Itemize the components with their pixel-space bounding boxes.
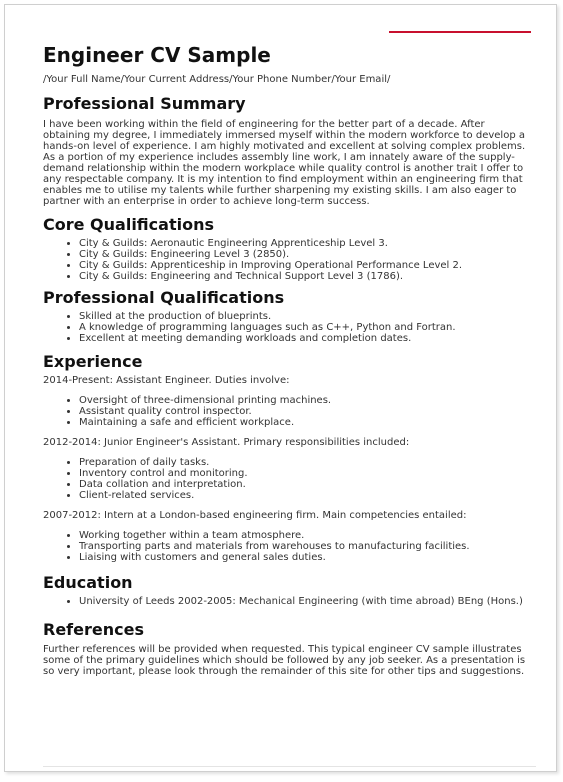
list-item: • University of Leeds 2002-2005: Mechanical Engineering (with time abroad) BEng (Hons.)	[79, 596, 533, 607]
list-item: • Assistant quality control inspector.	[79, 406, 533, 417]
list-item: • Client-related services.	[79, 490, 533, 501]
list-item: • City & Guilds: Engineering and Technical Support Level 3 (1786).	[79, 271, 533, 282]
references-text: Further references will be provided when requested. This typical engineer CV sample illustrates some of the primary guidelines which should be followed by any job seeker. As a presentation is so very important, please look through the remainder of this site for other tips and suggestions.	[43, 644, 526, 677]
references-section	[43, 620, 533, 677]
job-duties-list	[43, 530, 533, 563]
experience-heading: Experience	[43, 352, 143, 371]
list-item: • City & Guilds: Engineering Level 3 (2850).	[79, 249, 533, 260]
job-entry	[43, 510, 533, 563]
list-item: • Transporting parts and materials from warehouses to manufacturing facilities.	[79, 541, 533, 552]
summary-section	[43, 94, 533, 207]
contact-line: /Your Full Name/Your Current Address/Your Phone Number/Your Email/	[43, 74, 391, 85]
cv-page	[4, 4, 557, 772]
list-item: • Preparation of daily tasks.	[79, 457, 533, 468]
list-item: • City & Guilds: Aeronautic Engineering Apprenticeship Level 3.	[79, 238, 533, 249]
professional-qualifications-list	[43, 311, 533, 344]
list-item: • Skilled at the production of blueprints.	[79, 311, 533, 322]
document-title: Engineer CV Sample	[43, 43, 271, 67]
list-item: • A knowledge of programming languages such as C++, Python and Fortran.	[79, 322, 533, 333]
list-item: • Excellent at meeting demanding workloads and completion dates.	[79, 333, 533, 344]
list-item: • Data collation and interpretation.	[79, 479, 533, 490]
list-item: • City & Guilds: Apprenticeship in Improving Operational Performance Level 2.	[79, 260, 533, 271]
list-item: • Inventory control and monitoring.	[79, 468, 533, 479]
job-title: 2014-Present: Assistant Engineer. Duties involve:	[43, 375, 290, 386]
education-section	[43, 573, 533, 607]
accent-rule	[389, 31, 531, 33]
job-title: 2007-2012: Intern at a London-based engineering firm. Main competencies entailed:	[43, 510, 467, 521]
job-entry	[43, 437, 533, 501]
bottom-divider	[43, 766, 536, 767]
professional-qualifications-heading: Professional Qualifications	[43, 288, 285, 307]
job-title: 2012-2014: Junior Engineer's Assistant. Primary responsibilities included:	[43, 437, 410, 448]
experience-section	[43, 352, 533, 563]
list-item: • Maintaining a safe and efficient workplace.	[79, 417, 533, 428]
list-item: • Liaising with customers and general sales duties.	[79, 552, 533, 563]
education-heading: Education	[43, 573, 133, 592]
summary-text: I have been working within the field of engineering for the better part of a decade. After obtaining my degree, I immediately immersed myself within the modern workforce to develop a hands-on level of experience. I am highly motivated and excellent at solving complex problems. As a portion of my experience includes assembly line work, I am innately aware of the supply-demand relationship within the modern workplace while quality control is another trait I offer to any respectable company. It is my intention to find employment within an engineering firm that enables me to utilise my talents while further sharpening my existing skills. I am also eager to partner with an enterprise in order to achieve long-term success.	[43, 119, 526, 207]
job-duties-list	[43, 457, 533, 501]
education-list	[43, 596, 533, 607]
references-heading: References	[43, 620, 144, 639]
list-item: • Oversight of three-dimensional printing machines.	[79, 395, 533, 406]
core-qualifications-section	[43, 215, 533, 282]
list-item: • Working together within a team atmosphere.	[79, 530, 533, 541]
job-entry	[43, 375, 533, 428]
job-duties-list	[43, 395, 533, 428]
cv-content	[43, 43, 533, 677]
core-qualifications-heading: Core Qualifications	[43, 215, 214, 234]
summary-heading: Professional Summary	[43, 94, 246, 113]
core-qualifications-list	[43, 238, 533, 282]
professional-qualifications-section	[43, 288, 533, 344]
